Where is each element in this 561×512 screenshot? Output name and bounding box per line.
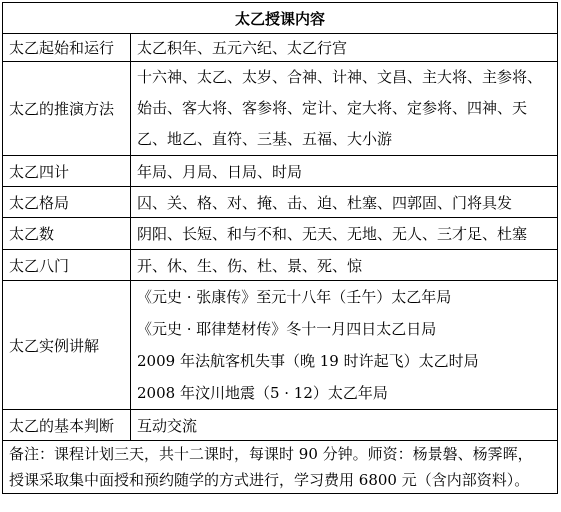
row-content: 阴阳、长短、和与不和、无天、无地、无人、三才足、杜塞 xyxy=(131,218,558,250)
content-line: 十六神、太乙、太岁、合神、计神、文昌、主大将、主参将、 xyxy=(137,68,543,86)
row-label: 太乙格局 xyxy=(3,187,131,218)
row-label: 太乙的基本判断 xyxy=(3,410,131,441)
table-title: 太乙授课内容 xyxy=(3,3,558,34)
table-row xyxy=(3,410,558,441)
content-line: 2008 年汶川地震（5 · 12）太乙年局 xyxy=(137,384,388,402)
row-content: 囚、关、格、对、掩、击、迫、杜塞、四郭固、门将具发 xyxy=(131,187,558,218)
row-content: 开、休、生、伤、杜、景、死、惊 xyxy=(131,250,558,281)
note-cell xyxy=(3,441,558,494)
table-row xyxy=(3,218,558,250)
row-content: 太乙积年、五元六纪、太乙行宫 xyxy=(131,34,558,62)
content-line: 《元史 · 张康传》至元十八年（壬午）太乙年局 xyxy=(137,288,452,306)
row-label: 太乙数 xyxy=(3,218,131,250)
table-row xyxy=(3,250,558,281)
table-row xyxy=(3,187,558,218)
row-label: 太乙八门 xyxy=(3,250,131,281)
table-row xyxy=(3,281,558,410)
row-content xyxy=(131,281,558,410)
note-line: 备注：课程计划三天，共十二课时，每课时 90 分钟。师资：杨景磐、杨霁晖， xyxy=(9,445,533,463)
row-content: 年局、月局、日局、时局 xyxy=(131,156,558,187)
row-label: 太乙起始和运行 xyxy=(3,34,131,62)
table-row xyxy=(3,62,558,156)
content-line: 始击、客大将、客参将、定计、定大将、定参将、四神、天 xyxy=(137,99,528,117)
course-content-table xyxy=(2,2,558,494)
table-title-row xyxy=(3,3,558,34)
note-row xyxy=(3,441,558,494)
row-label: 太乙的推演方法 xyxy=(3,62,131,156)
row-label: 太乙四计 xyxy=(3,156,131,187)
content-line: 乙、地乙、直符、三基、五福、大小游 xyxy=(137,130,393,148)
row-content xyxy=(131,62,558,156)
table-row xyxy=(3,156,558,187)
note-line: 授课采取集中面授和预约随学的方式进行，学习费用 6800 元（含内部资料）。 xyxy=(9,471,530,489)
row-label: 太乙实例讲解 xyxy=(3,281,131,410)
content-line: 《元史 · 耶律楚材传》冬十一月四日太乙日局 xyxy=(137,320,437,338)
content-line: 2009 年法航客机失事（晚 19 时许起飞）太乙时局 xyxy=(137,352,479,370)
table-row xyxy=(3,34,558,62)
row-content: 互动交流 xyxy=(131,410,558,441)
